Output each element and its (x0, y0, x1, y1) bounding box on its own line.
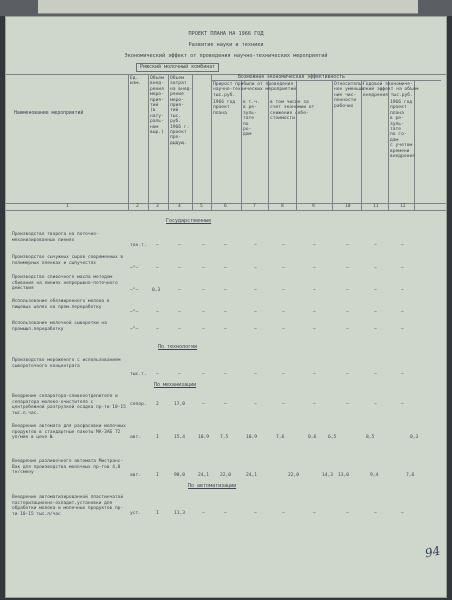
row-cell: 9,4 (370, 473, 379, 478)
row-unit: тыс.т. (130, 372, 147, 377)
row-cell: – (313, 310, 316, 315)
row-cell: – (254, 266, 257, 271)
col-header-annual-effect: Годовой экономиче- ский эффект на объем внедрения тыс.руб. (363, 82, 419, 98)
row-cell: – (178, 266, 181, 271)
col-number: 4 (178, 204, 181, 209)
binder-tab (38, 0, 418, 14)
row-volume: I (156, 473, 159, 478)
page-number: 94 (423, 543, 442, 561)
col-header-profit-plan: 1966 год проект плана (213, 100, 236, 116)
row-cell: – (401, 511, 404, 516)
row-cell: – (202, 402, 205, 407)
row-cell: – (202, 327, 205, 332)
col-number: 7 (253, 204, 256, 209)
row-cell: – (346, 327, 349, 332)
row-cell: – (374, 243, 377, 248)
col-header-name: Наименование мероприятий (14, 111, 84, 116)
row-cell: – (346, 310, 349, 315)
plan-subtitle: Развитие науки и техники (188, 42, 264, 48)
row-cell: – (346, 372, 349, 377)
col-header-efficiency: Возможная экономическая эффективность (238, 75, 345, 80)
row-cell: – (224, 402, 227, 407)
row-cell: – (374, 327, 377, 332)
row-cell: – (224, 243, 227, 248)
col-number: 5 (200, 204, 203, 209)
row-cell: – (254, 402, 257, 407)
row-volume: I (156, 435, 159, 440)
row-cell: 17,0 (174, 402, 186, 407)
row-unit: –"– (130, 288, 139, 293)
section-title: Государственные (166, 218, 212, 224)
row-cell: 10,9 (246, 435, 258, 440)
col-number: 12 (400, 204, 406, 209)
row-volume: – (156, 243, 159, 248)
row-cell: – (224, 266, 227, 271)
col-header-profit: Прирост прибыли от проведения научно-технических мероприятий тыс.руб. (213, 82, 296, 98)
row-volume: – (156, 310, 159, 315)
row-unit: –"– (130, 266, 139, 271)
row-cell: – (401, 266, 404, 271)
row-cell: 10,9 (198, 435, 210, 440)
row-cell: 7,5 (220, 435, 229, 440)
row-cell: 24,1 (198, 473, 210, 478)
row-cell: 0,3 (410, 435, 419, 440)
row-cell: – (313, 372, 316, 377)
row-name: Производство сычужных сыров современных в полимерных пленках и сыпучестях (12, 255, 124, 266)
row-cell: – (313, 243, 316, 248)
col-number: 9 (312, 204, 315, 209)
row-cell: – (178, 372, 181, 377)
row-cell: – (282, 288, 285, 293)
row-cell: 11,3 (174, 511, 186, 516)
row-cell: – (224, 511, 227, 516)
row-cell: 13,0 (338, 473, 350, 478)
row-cell: – (254, 372, 257, 377)
row-cell: – (401, 288, 404, 293)
row-cell: – (178, 243, 181, 248)
row-volume: 0,3 (152, 288, 161, 293)
row-cell: – (254, 511, 257, 516)
row-cell: – (254, 327, 257, 332)
row-cell: 98,0 (174, 473, 186, 478)
col-header-profit-years: в т.ч. в ре- зуль- тате по ро- дам (243, 100, 260, 138)
row-cell: – (374, 266, 377, 271)
col-number: 6 (224, 204, 227, 209)
row-cell: – (254, 243, 257, 248)
row-volume: – (156, 327, 159, 332)
row-cell: – (178, 327, 181, 332)
row-cell: – (254, 288, 257, 293)
row-cell: 8,5 (366, 435, 375, 440)
row-cell: – (313, 327, 316, 332)
section-title: По технологии (158, 344, 198, 350)
row-name: Внедрение автомата для расфасовки молочных продуктов в стандартные пакеты МА-ЗАБ 72 уп/мин в цехе № (12, 424, 126, 441)
row-name: Производство сливочного масла методом сбивания на линиях непрерывно-поточного действия (12, 275, 118, 292)
row-cell: – (224, 327, 227, 332)
enterprise-name: Рижский молочный комбинат (136, 63, 219, 72)
row-cell: – (313, 266, 316, 271)
document-page (5, 16, 447, 598)
row-cell: – (346, 243, 349, 248)
col-number: 10 (345, 204, 351, 209)
row-cell: – (346, 266, 349, 271)
row-cell: – (374, 310, 377, 315)
row-volume: – (156, 266, 159, 271)
row-name: Внедрение сепаратора-сливкоотделителя и сепаратора молоко-очистителя с центробежной разгрузкой осадка пр-ти 10-15 тыс.л.час. (12, 394, 126, 416)
row-cell: – (282, 511, 285, 516)
row-cell: – (401, 372, 404, 377)
col-header-unit: Ед. изм. (130, 76, 142, 87)
row-name: Производство мороженого с использованием сывороточного концентрата (12, 358, 121, 369)
row-cell: – (224, 372, 227, 377)
row-cell: – (401, 327, 404, 332)
row-unit: –"– (130, 310, 139, 315)
row-cell: – (282, 266, 285, 271)
col-header-misc: 1966 год проект плана в ре- зуль- тате по го- дам с учетом времени внедрения (390, 100, 415, 160)
plan-heading: Экономический эффект от проведения научно-технических мероприятий (124, 53, 328, 59)
row-cell: – (254, 310, 257, 315)
row-name: Использование обезжиренного молока в пищевых целях на пром.переработку (12, 299, 110, 310)
row-cell: – (313, 288, 316, 293)
row-cell: – (202, 266, 205, 271)
row-cell: – (374, 402, 377, 407)
row-unit: уст. (130, 511, 142, 516)
row-volume: – (156, 372, 159, 377)
col-header-volume: Объем внед- рения меро- прия- тий (в нату- раль- ном выр.) (150, 76, 164, 136)
section-title: По автоматизации (188, 483, 237, 489)
col-header-costs: Объем затрат на внед- рение меро- прия- тий тыс. руб. 1966 г. проект пре- дыдущ. (170, 76, 193, 146)
row-cell: – (202, 310, 205, 315)
row-cell: – (346, 288, 349, 293)
row-cell: – (178, 288, 181, 293)
row-cell: – (282, 310, 285, 315)
row-cell: – (178, 310, 181, 315)
row-name: Внедрение разливочного автомата Мистранс-Вак для производства молочных пр-тов 4,0 тн/смену (12, 459, 124, 476)
col-number: 2 (136, 204, 139, 209)
row-cell: – (202, 372, 205, 377)
row-cell: – (202, 288, 205, 293)
row-cell: – (313, 402, 316, 407)
row-cell: 6,5 (328, 435, 337, 440)
col-number: 11 (373, 204, 379, 209)
row-unit: авт. (130, 473, 142, 478)
row-unit: –"– (130, 327, 139, 332)
table-top-rule (6, 74, 446, 75)
row-cell: – (224, 310, 227, 315)
row-cell: – (202, 511, 205, 516)
row-cell: – (282, 243, 285, 248)
row-cell: – (374, 288, 377, 293)
col-number: 3 (156, 204, 159, 209)
row-cell: – (401, 243, 404, 248)
header-bottom-rule (6, 210, 446, 211)
section-title: По механизации (154, 382, 197, 388)
plan-title: ПРОЕКТ ПЛАНА НА 1966 ГОД (188, 31, 264, 37)
row-cell: 7,6 (406, 473, 415, 478)
row-unit: авт. (130, 435, 142, 440)
row-cell: 14,3 (322, 473, 334, 478)
row-name: Использование молочной сыворотки на промышл.переработку (12, 321, 107, 332)
row-volume: 2 (156, 402, 159, 407)
row-name: Внедрение автоматизированной пластинчатой пастеризационно-охладит.установки для обработки молока и молочных продуктов пр-ти 10-15 тыс.л/час (12, 495, 124, 517)
row-cell: – (374, 372, 377, 377)
row-cell: – (374, 511, 377, 516)
row-cell: 22,0 (220, 473, 232, 478)
row-volume: I (156, 511, 159, 516)
row-cell: 15,4 (174, 435, 186, 440)
row-cell: – (401, 402, 404, 407)
row-cell: – (346, 402, 349, 407)
row-unit: сепар. (130, 402, 147, 407)
row-cell: 7,6 (276, 435, 285, 440)
row-cell: 0,6 (308, 435, 317, 440)
row-cell: 22,0 (288, 473, 300, 478)
row-unit: тон.т. (130, 243, 147, 248)
row-cell: – (346, 511, 349, 516)
col-number: 1 (66, 204, 69, 209)
row-cell: – (224, 288, 227, 293)
row-cell: – (282, 402, 285, 407)
row-cell: – (282, 372, 285, 377)
row-cell: – (401, 310, 404, 315)
row-cell: – (313, 511, 316, 516)
col-header-cost-saving: в том числе за счет экономии от снижения себе- стоимости (270, 100, 315, 122)
col-header-staff-reduction: Относитель- ное уменьше- ние чис- ленности рабочих (334, 82, 368, 109)
row-cell: 24,1 (246, 473, 258, 478)
row-name: Производство творога на поточно-механизированных линиях (12, 232, 99, 243)
col-number: 8 (281, 204, 284, 209)
row-cell: – (282, 327, 285, 332)
row-cell: – (202, 243, 205, 248)
